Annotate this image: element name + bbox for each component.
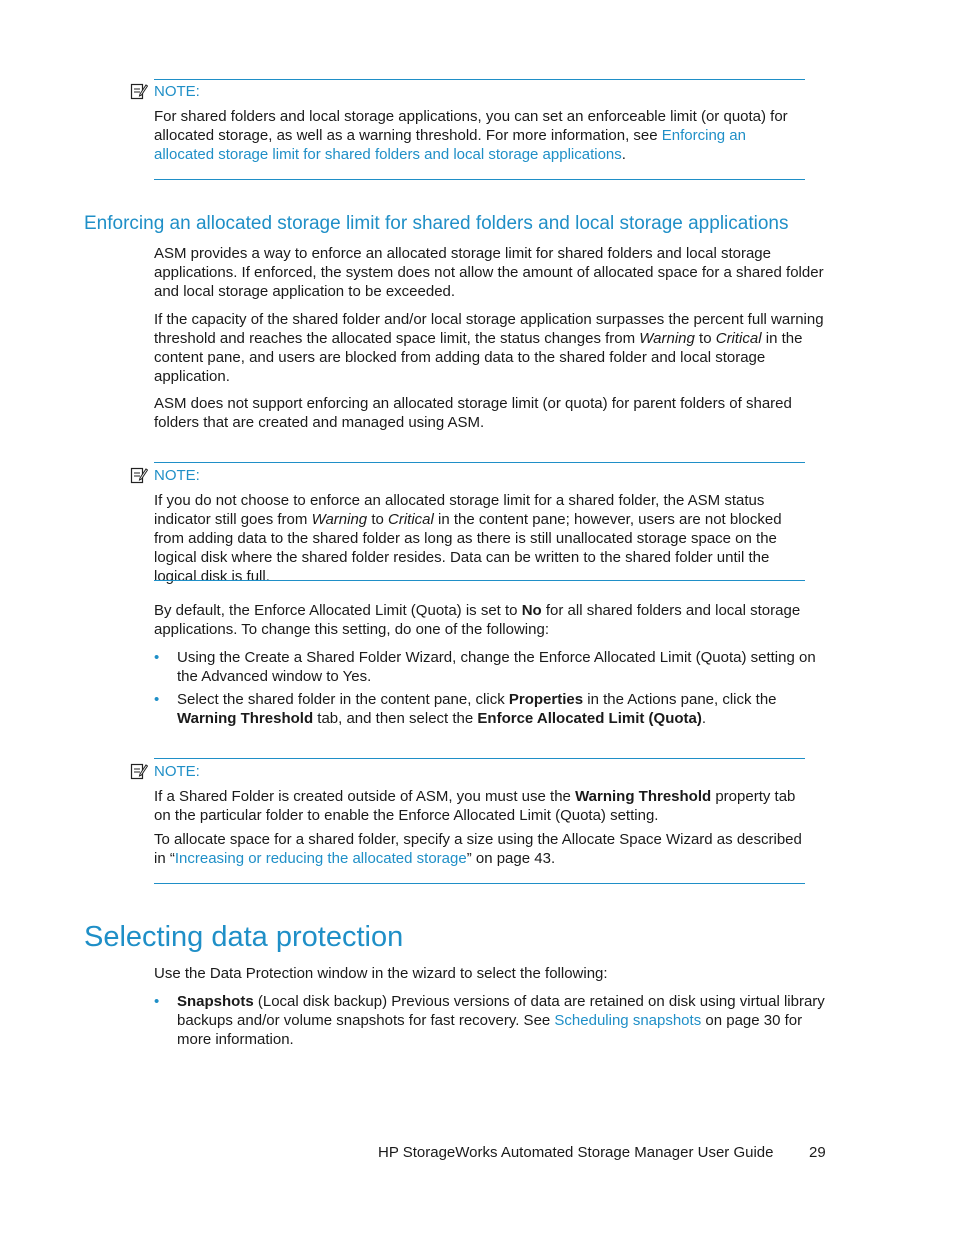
note-pencil-icon (130, 466, 148, 484)
bullet-item-snapshots: Snapshots (Local disk backup) Previous versions of data are retained on disk using virtual library backups and/or volume snapshots for fast recovery. See Scheduling snapshots on page 30 for more information. (177, 993, 825, 1048)
note1-link[interactable]: Enforcing an allocated storage limit for shared folders and local storage applications (154, 127, 746, 163)
note1-header (130, 81, 200, 101)
bullet-item-2: Select the shared folder in the content pane, click Properties in the Actions pane, click the Warning Threshold tab, and then select the Enforce Allocated Limit (Quota). (177, 691, 777, 727)
bullet-marker: • (154, 993, 160, 1010)
note1-bottom-rule (154, 179, 805, 180)
data-protection-intro: Use the Data Protection window in the wizard to select the following: (154, 965, 608, 982)
page-heading: Selecting data protection (84, 921, 404, 953)
note3-label: NOTE: (154, 762, 200, 780)
note2-header (130, 465, 200, 485)
note3-paragraph-1: If a Shared Folder is created outside of ASM, you must use the Warning Threshold property tab on the particular folder to enable the Enforce Allocated Limit (Quota) setting. (154, 788, 796, 824)
note3-bottom-rule (154, 883, 805, 884)
default-paragraph: By default, the Enforce Allocated Limit (Quota) is set to No for all shared folders and local storage applications. To change this setting, do one of the following: (154, 602, 801, 638)
note2-label: NOTE: (154, 466, 200, 484)
note2-text: If you do not choose to enforce an allocated storage limit for a shared folder, the ASM status indicator still goes from Warning to Critical in the content pane; however, users are not blocked from adding data to the shared folder as long as there is still unallocated storage space on the logical disk where the shared folder resides. Data can be written to the shared folder until the logical disk is full. (154, 492, 782, 585)
bullet-marker: • (154, 649, 160, 666)
note2-top-rule (154, 462, 805, 463)
note3-paragraph-2: To allocate space for a shared folder, specify a size using the Allocate Space Wizard as described in “Increasing or reducing the allocated storage” on page 43. (154, 831, 802, 867)
note1-text: For shared folders and local storage applications, you can set an enforceable limit (or quota) for allocated storage, as well as a warning threshold. For more information, see Enforcing an allocated storage limit for shared folders and local storage applications. (154, 108, 788, 163)
bullet-item-1: Using the Create a Shared Folder Wizard, change the Enforce Allocated Limit (Quota) setting on the Advanced window to Yes. (177, 649, 816, 685)
footer-title: HP StorageWorks Automated Storage Manager User Guide (378, 1144, 774, 1161)
note2-bottom-rule (154, 580, 805, 581)
note-pencil-icon (130, 82, 148, 100)
scheduling-snapshots-link[interactable]: Scheduling snapshots (554, 1012, 702, 1029)
section-heading: Enforcing an allocated storage limit for shared folders and local storage applications (84, 213, 789, 234)
bullet-marker: • (154, 691, 160, 708)
section-paragraph-1: ASM provides a way to enforce an allocated storage limit for shared folders and local storage applications. If enforced, the system does not allow the amount of allocated space for a shared folder and local storage application to be exceeded. (154, 245, 824, 300)
note1-label: NOTE: (154, 82, 200, 100)
section-paragraph-2: If the capacity of the shared folder and/or local storage application surpasses the percent full warning threshold and reaches the allocated space limit, the status changes from Warning to Critical in the content pane, and users are blocked from adding data to the shared folder and local storage application. (154, 311, 824, 385)
note3-link[interactable]: Increasing or reducing the allocated storage (174, 850, 467, 867)
page-number: 29 (809, 1144, 826, 1161)
note3-top-rule (154, 758, 805, 759)
section-paragraph-3: ASM does not support enforcing an allocated storage limit (or quota) for parent folders of shared folders that are created and managed using ASM. (154, 395, 792, 431)
note1-top-rule (154, 79, 805, 80)
note-pencil-icon (130, 762, 148, 780)
note3-header (130, 761, 200, 781)
